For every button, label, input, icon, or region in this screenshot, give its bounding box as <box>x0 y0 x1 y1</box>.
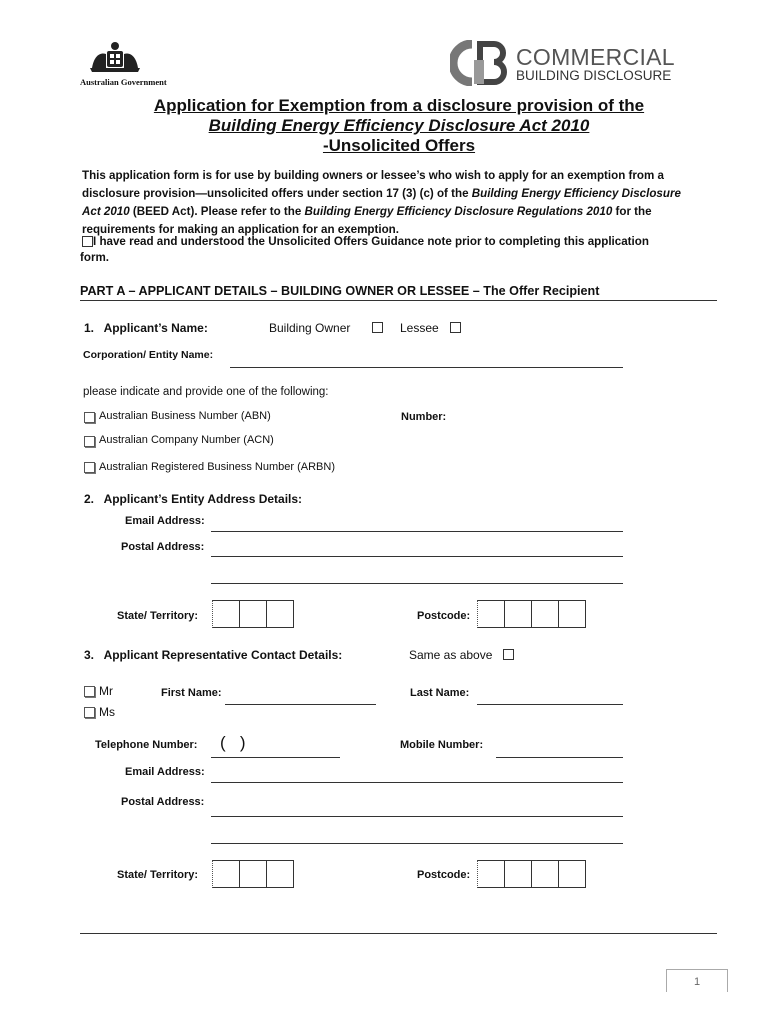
email-field[interactable] <box>211 531 623 532</box>
title-line-2: Building Energy Efficiency Disclosure Act 2010 <box>208 116 590 135</box>
page-number: 1 <box>693 976 701 988</box>
lessee-checkbox[interactable] <box>450 322 461 333</box>
postal-label: Postal Address: <box>121 541 205 553</box>
page-number-box <box>666 969 728 992</box>
section-1-label: 1. Applicant’s Name: <box>84 321 208 335</box>
postcode-boxes[interactable] <box>477 600 586 628</box>
same-as-above-label: Same as above <box>409 648 493 662</box>
arbn-label: Australian Registered Business Number (ARBN) <box>99 461 335 473</box>
intro-paragraph <box>82 167 722 239</box>
ms-checkbox[interactable] <box>84 707 95 718</box>
last-name-label: Last Name: <box>410 687 470 699</box>
footer-divider <box>80 933 717 934</box>
intro-line-1: This application form is for use by building owners or lessee’s who wish to apply for an exemption from a <box>82 169 664 182</box>
coat-of-arms-icon <box>80 40 150 74</box>
mobile-label: Mobile Number: <box>400 739 484 751</box>
postal-field-2a[interactable] <box>211 816 623 817</box>
building-owner-checkbox[interactable] <box>372 322 383 333</box>
email-label: Email Address: <box>125 515 205 527</box>
government-name: Australian Government <box>80 77 167 87</box>
postal-field-2[interactable] <box>211 583 623 584</box>
guidance-ack-text: I have read and understood the Unsolicited Offers Guidance note prior to completing this application <box>93 235 649 248</box>
section-2-label: 2. Applicant’s Entity Address Details: <box>84 492 303 506</box>
corporation-label: Corporation/ Entity Name: <box>83 349 214 361</box>
postal-label-2: Postal Address: <box>121 796 205 808</box>
state-label: State/ Territory: <box>117 610 199 622</box>
email-label-2: Email Address: <box>125 766 205 778</box>
state-label-2: State/ Territory: <box>117 869 199 881</box>
postcode-boxes-2[interactable] <box>477 860 586 888</box>
email-field-2[interactable] <box>211 782 623 783</box>
postcode-label-2: Postcode: <box>417 869 471 881</box>
guidance-ack-text-2: form. <box>80 251 109 264</box>
first-name-field[interactable] <box>225 704 376 705</box>
last-name-field[interactable] <box>477 704 623 705</box>
postcode-label: Postcode: <box>417 610 471 622</box>
number-label: Number: <box>401 411 447 423</box>
cbd-logo <box>450 40 690 88</box>
intro-line-3: Act 2010 (BEED Act). Please refer to the Building Energy Efficiency Disclosure Regulations 2010 for the <box>82 205 652 218</box>
australian-government-logo <box>80 40 180 88</box>
part-a-heading: PART A – APPLICANT DETAILS – BUILDING OWNER OR LESSEE – The Offer Recipient <box>80 284 600 298</box>
telephone-area-code-parens: ( ) <box>220 733 246 752</box>
ms-label: Ms <box>99 705 115 719</box>
cbd-logo-bottom: BUILDING DISCLOSURE <box>516 68 672 83</box>
state-boxes-2[interactable] <box>212 860 294 888</box>
intro-line-2: disclosure provision—unsolicited offers under section 17 (3) (c) of the Building Energy Efficiency Disclosure <box>82 187 681 200</box>
title-line-3: -Unsolicited Offers <box>322 136 476 155</box>
postal-field-1[interactable] <box>211 556 623 557</box>
title-line-1: Application for Exemption from a disclosure provision of the <box>153 96 645 115</box>
building-owner-label: Building Owner <box>269 321 351 335</box>
corporation-name-field[interactable] <box>230 367 623 368</box>
acn-label: Australian Company Number (ACN) <box>99 434 274 446</box>
lessee-label: Lessee <box>400 321 439 335</box>
guidance-ack-checkbox[interactable] <box>82 236 93 247</box>
telephone-label: Telephone Number: <box>95 739 198 751</box>
telephone-field[interactable] <box>211 757 340 758</box>
arbn-checkbox[interactable] <box>84 462 95 473</box>
state-boxes[interactable] <box>212 600 294 628</box>
mr-label: Mr <box>99 684 113 698</box>
cbd-logo-top: COMMERCIAL <box>516 44 675 70</box>
mr-checkbox[interactable] <box>84 686 95 697</box>
abn-label: Australian Business Number (ABN) <box>99 410 271 422</box>
abn-checkbox[interactable] <box>84 412 95 423</box>
same-as-above-checkbox[interactable] <box>503 649 514 660</box>
part-a-divider <box>80 300 717 301</box>
indicate-text: please indicate and provide one of the following: <box>83 386 329 398</box>
mobile-field[interactable] <box>496 757 623 758</box>
first-name-label: First Name: <box>161 687 222 699</box>
postal-field-2b[interactable] <box>211 843 623 844</box>
intro-line-4: requirements for making an application for an exemption. <box>82 223 399 236</box>
section-3-label: 3. Applicant Representative Contact Details: <box>84 648 343 662</box>
cbd-mark-icon <box>450 40 514 86</box>
acn-checkbox[interactable] <box>84 436 95 447</box>
